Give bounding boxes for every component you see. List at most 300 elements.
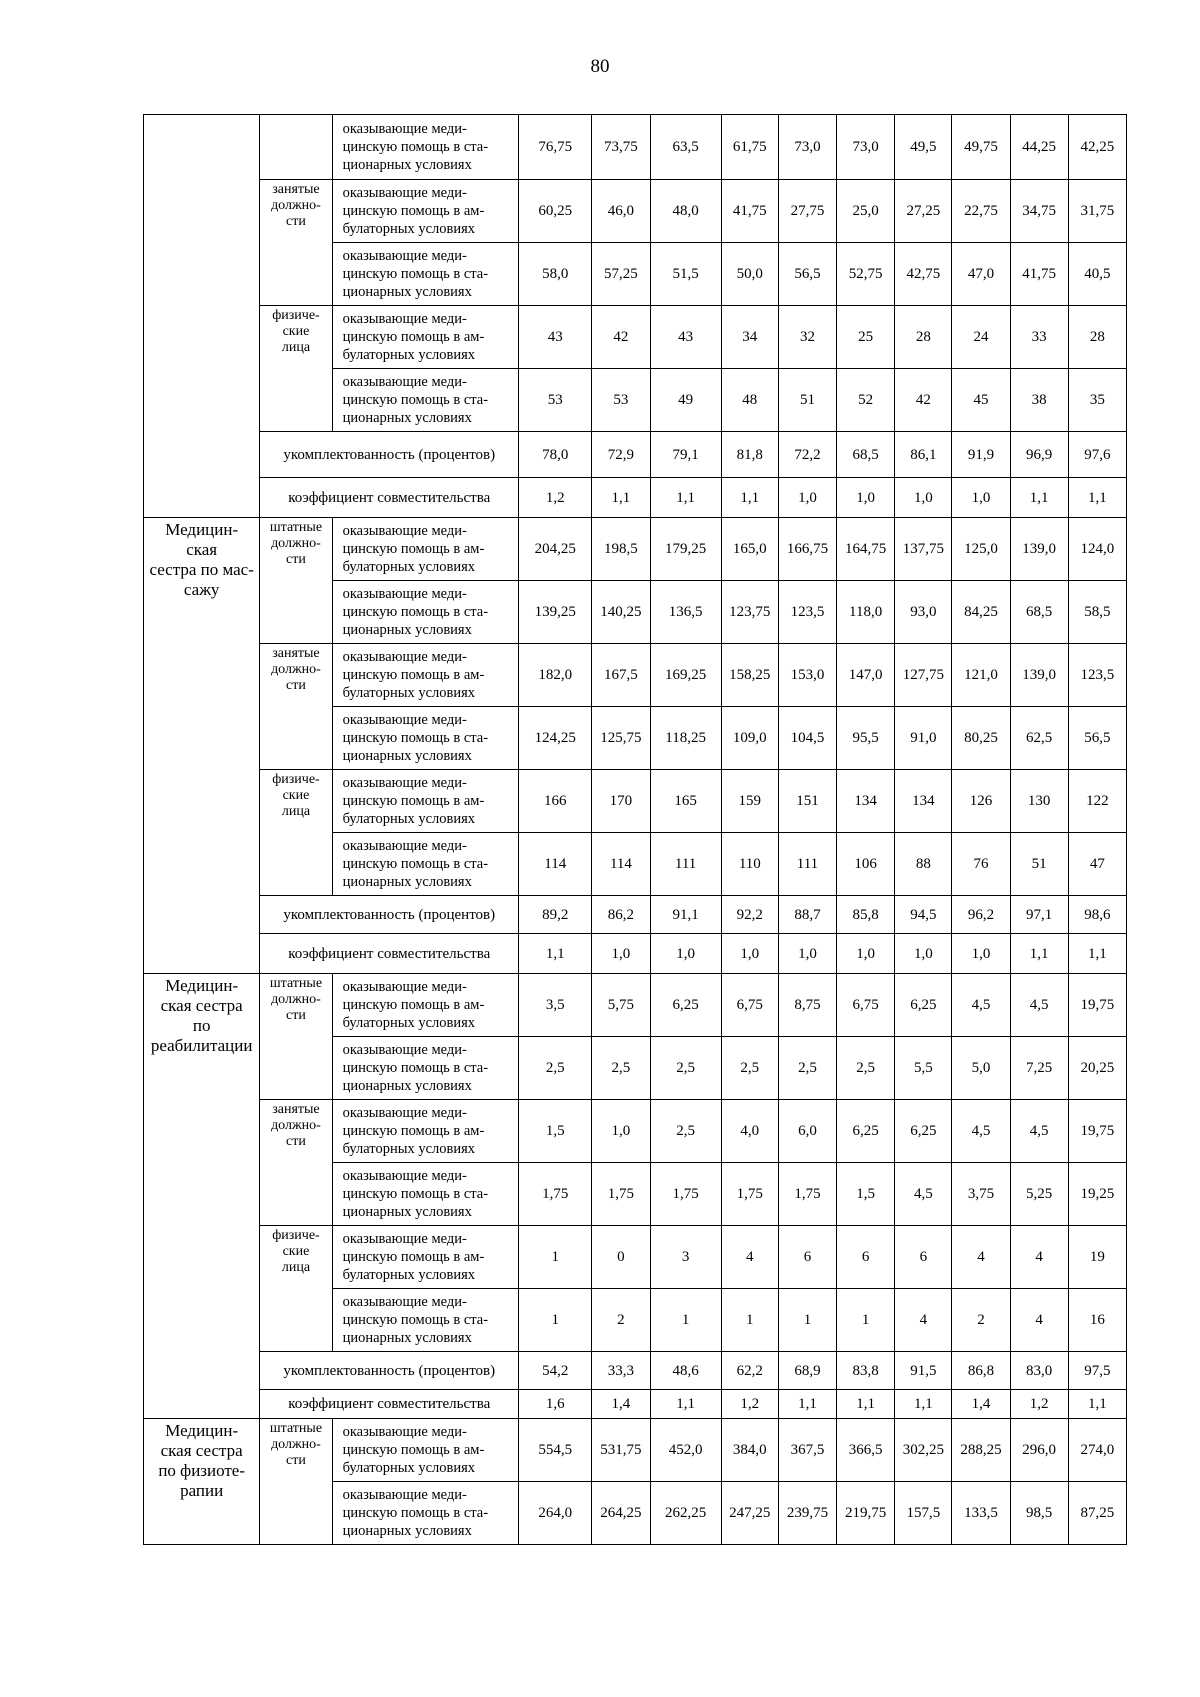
value-cell: 50,0 bbox=[721, 243, 778, 306]
count-type-cell: штатные должно- сти bbox=[260, 1419, 332, 1545]
value-cell: 302,25 bbox=[895, 1419, 952, 1482]
value-cell: 1,75 bbox=[650, 1163, 721, 1226]
condition-cell-ambulatory: оказывающие меди- цинскую помощь в ам- булаторных условиях bbox=[332, 1100, 519, 1163]
value-cell: 1,0 bbox=[837, 478, 895, 518]
value-cell: 1,0 bbox=[721, 934, 778, 974]
value-cell: 73,0 bbox=[778, 115, 836, 180]
value-cell: 4,5 bbox=[895, 1163, 952, 1226]
value-cell: 20,25 bbox=[1068, 1037, 1126, 1100]
value-cell: 81,8 bbox=[721, 432, 778, 478]
value-cell: 134 bbox=[837, 770, 895, 833]
staffing-level-label: укомплектованность (процентов) bbox=[260, 1352, 519, 1390]
value-cell: 1 bbox=[650, 1289, 721, 1352]
value-cell: 1,0 bbox=[837, 934, 895, 974]
value-cell: 5,0 bbox=[952, 1037, 1010, 1100]
value-cell: 5,25 bbox=[1010, 1163, 1068, 1226]
value-cell: 127,75 bbox=[895, 644, 952, 707]
value-cell: 58,0 bbox=[519, 243, 592, 306]
value-cell: 68,5 bbox=[1010, 581, 1068, 644]
position-cell-physiotherapy: Медицин- ская сестра по физиоте- рапии bbox=[144, 1419, 260, 1545]
value-cell: 1,75 bbox=[721, 1163, 778, 1226]
value-cell: 98,5 bbox=[1010, 1482, 1068, 1545]
value-cell: 1,0 bbox=[895, 478, 952, 518]
value-cell: 57,25 bbox=[592, 243, 650, 306]
value-cell: 140,25 bbox=[592, 581, 650, 644]
value-cell: 4 bbox=[952, 1226, 1010, 1289]
value-cell: 3 bbox=[650, 1226, 721, 1289]
value-cell: 1,1 bbox=[1068, 478, 1126, 518]
value-cell: 61,75 bbox=[721, 115, 778, 180]
condition-cell-stationary: оказывающие меди- цинскую помощь в ста- ционарных условиях bbox=[332, 243, 519, 306]
value-cell: 44,25 bbox=[1010, 115, 1068, 180]
value-cell: 1,1 bbox=[721, 478, 778, 518]
value-cell: 91,0 bbox=[895, 707, 952, 770]
value-cell: 166 bbox=[519, 770, 592, 833]
value-cell: 5,75 bbox=[592, 974, 650, 1037]
count-type-cell: физиче- ские лица bbox=[260, 1226, 332, 1352]
value-cell: 111 bbox=[650, 833, 721, 896]
value-cell: 5,5 bbox=[895, 1037, 952, 1100]
value-cell: 43 bbox=[650, 306, 721, 369]
value-cell: 38 bbox=[1010, 369, 1068, 432]
value-cell: 42 bbox=[895, 369, 952, 432]
value-cell: 1,2 bbox=[1010, 1390, 1068, 1419]
value-cell: 147,0 bbox=[837, 644, 895, 707]
value-cell: 34,75 bbox=[1010, 180, 1068, 243]
value-cell: 554,5 bbox=[519, 1419, 592, 1482]
table-row bbox=[144, 518, 1127, 581]
value-cell: 124,0 bbox=[1068, 518, 1126, 581]
value-cell: 52,75 bbox=[837, 243, 895, 306]
value-cell: 4,5 bbox=[952, 974, 1010, 1037]
condition-cell-stationary: оказывающие меди- цинскую помощь в ста- ционарных условиях bbox=[332, 1289, 519, 1352]
value-cell: 56,5 bbox=[1068, 707, 1126, 770]
count-type-cell: занятые должно- сти bbox=[260, 644, 332, 770]
value-cell: 97,5 bbox=[1068, 1352, 1126, 1390]
value-cell: 139,0 bbox=[1010, 518, 1068, 581]
value-cell: 86,1 bbox=[895, 432, 952, 478]
value-cell: 136,5 bbox=[650, 581, 721, 644]
value-cell: 169,25 bbox=[650, 644, 721, 707]
value-cell: 1,1 bbox=[1068, 1390, 1126, 1419]
value-cell: 42,25 bbox=[1068, 115, 1126, 180]
value-cell: 68,5 bbox=[837, 432, 895, 478]
value-cell: 34 bbox=[721, 306, 778, 369]
table-row bbox=[144, 1390, 1127, 1419]
value-cell: 114 bbox=[592, 833, 650, 896]
value-cell: 164,75 bbox=[837, 518, 895, 581]
table-row bbox=[144, 478, 1127, 518]
value-cell: 125,75 bbox=[592, 707, 650, 770]
value-cell: 288,25 bbox=[952, 1419, 1010, 1482]
value-cell: 24 bbox=[952, 306, 1010, 369]
value-cell: 2 bbox=[952, 1289, 1010, 1352]
value-cell: 179,25 bbox=[650, 518, 721, 581]
value-cell: 68,9 bbox=[778, 1352, 836, 1390]
value-cell: 85,8 bbox=[837, 896, 895, 934]
value-cell: 118,0 bbox=[837, 581, 895, 644]
value-cell: 4,5 bbox=[1010, 1100, 1068, 1163]
value-cell: 139,25 bbox=[519, 581, 592, 644]
value-cell: 76,75 bbox=[519, 115, 592, 180]
staffing-table bbox=[143, 114, 1127, 1545]
value-cell: 1,1 bbox=[778, 1390, 836, 1419]
value-cell: 19,75 bbox=[1068, 1100, 1126, 1163]
value-cell: 157,5 bbox=[895, 1482, 952, 1545]
value-cell: 4 bbox=[721, 1226, 778, 1289]
value-cell: 25 bbox=[837, 306, 895, 369]
value-cell: 167,5 bbox=[592, 644, 650, 707]
value-cell: 6 bbox=[837, 1226, 895, 1289]
value-cell: 98,6 bbox=[1068, 896, 1126, 934]
value-cell: 49 bbox=[650, 369, 721, 432]
value-cell: 122 bbox=[1068, 770, 1126, 833]
value-cell: 133,5 bbox=[952, 1482, 1010, 1545]
condition-cell-stationary: оказывающие меди- цинскую помощь в ста- ционарных условиях bbox=[332, 1037, 519, 1100]
value-cell: 33,3 bbox=[592, 1352, 650, 1390]
value-cell: 19,25 bbox=[1068, 1163, 1126, 1226]
value-cell: 19,75 bbox=[1068, 974, 1126, 1037]
value-cell: 51,5 bbox=[650, 243, 721, 306]
value-cell: 96,9 bbox=[1010, 432, 1068, 478]
count-type-cell: физиче- ские лица bbox=[260, 770, 332, 896]
value-cell: 63,5 bbox=[650, 115, 721, 180]
value-cell: 106 bbox=[837, 833, 895, 896]
value-cell: 73,75 bbox=[592, 115, 650, 180]
value-cell: 1 bbox=[519, 1289, 592, 1352]
value-cell: 33 bbox=[1010, 306, 1068, 369]
value-cell: 1,1 bbox=[1010, 478, 1068, 518]
value-cell: 204,25 bbox=[519, 518, 592, 581]
value-cell: 4,0 bbox=[721, 1100, 778, 1163]
value-cell: 27,75 bbox=[778, 180, 836, 243]
value-cell: 1,1 bbox=[592, 478, 650, 518]
value-cell: 123,5 bbox=[1068, 644, 1126, 707]
value-cell: 40,5 bbox=[1068, 243, 1126, 306]
condition-cell-ambulatory: оказывающие меди- цинскую помощь в ам- булаторных условиях bbox=[332, 974, 519, 1037]
value-cell: 4 bbox=[1010, 1226, 1068, 1289]
value-cell: 2 bbox=[592, 1289, 650, 1352]
condition-cell-stationary: оказывающие меди- цинскую помощь в ста- ционарных условиях bbox=[332, 1163, 519, 1226]
value-cell: 134 bbox=[895, 770, 952, 833]
value-cell: 58,5 bbox=[1068, 581, 1126, 644]
value-cell: 153,0 bbox=[778, 644, 836, 707]
value-cell: 1,0 bbox=[592, 934, 650, 974]
value-cell: 1,75 bbox=[778, 1163, 836, 1226]
combination-coefficient-label: коэффициент совместительства bbox=[260, 934, 519, 974]
value-cell: 91,5 bbox=[895, 1352, 952, 1390]
value-cell: 6,25 bbox=[895, 974, 952, 1037]
condition-cell-stationary: оказывающие меди- цинскую помощь в ста- ционарных условиях bbox=[332, 115, 519, 180]
value-cell: 1,75 bbox=[592, 1163, 650, 1226]
value-cell: 264,25 bbox=[592, 1482, 650, 1545]
value-cell: 16 bbox=[1068, 1289, 1126, 1352]
value-cell: 43 bbox=[519, 306, 592, 369]
value-cell: 54,2 bbox=[519, 1352, 592, 1390]
position-cell-massage: Медицин- ская сестра по мас- сажу bbox=[144, 518, 260, 974]
value-cell: 2,5 bbox=[650, 1037, 721, 1100]
count-type-cell: физиче- ские лица bbox=[260, 306, 332, 432]
value-cell: 2,5 bbox=[650, 1100, 721, 1163]
value-cell: 53 bbox=[592, 369, 650, 432]
value-cell: 91,1 bbox=[650, 896, 721, 934]
value-cell: 6,75 bbox=[837, 974, 895, 1037]
value-cell: 1 bbox=[721, 1289, 778, 1352]
value-cell: 1,2 bbox=[519, 478, 592, 518]
table-row bbox=[144, 180, 1127, 243]
value-cell: 1 bbox=[837, 1289, 895, 1352]
value-cell: 531,75 bbox=[592, 1419, 650, 1482]
value-cell: 118,25 bbox=[650, 707, 721, 770]
value-cell: 198,5 bbox=[592, 518, 650, 581]
value-cell: 1,0 bbox=[895, 934, 952, 974]
value-cell: 49,75 bbox=[952, 115, 1010, 180]
condition-cell-ambulatory: оказывающие меди- цинскую помощь в ам- булаторных условиях bbox=[332, 770, 519, 833]
value-cell: 452,0 bbox=[650, 1419, 721, 1482]
value-cell: 87,25 bbox=[1068, 1482, 1126, 1545]
value-cell: 1,1 bbox=[519, 934, 592, 974]
value-cell: 1,4 bbox=[952, 1390, 1010, 1419]
value-cell: 86,8 bbox=[952, 1352, 1010, 1390]
value-cell: 264,0 bbox=[519, 1482, 592, 1545]
value-cell: 76 bbox=[952, 833, 1010, 896]
value-cell: 296,0 bbox=[1010, 1419, 1068, 1482]
count-type-cell: штатные должно- сти bbox=[260, 974, 332, 1100]
value-cell: 27,25 bbox=[895, 180, 952, 243]
value-cell: 126 bbox=[952, 770, 1010, 833]
value-cell: 6,75 bbox=[721, 974, 778, 1037]
condition-cell-ambulatory: оказывающие меди- цинскую помощь в ам- булаторных условиях bbox=[332, 1419, 519, 1482]
value-cell: 6 bbox=[895, 1226, 952, 1289]
value-cell: 52 bbox=[837, 369, 895, 432]
table-row bbox=[144, 934, 1127, 974]
value-cell: 0 bbox=[592, 1226, 650, 1289]
value-cell: 6,25 bbox=[895, 1100, 952, 1163]
value-cell: 109,0 bbox=[721, 707, 778, 770]
value-cell: 182,0 bbox=[519, 644, 592, 707]
value-cell: 91,9 bbox=[952, 432, 1010, 478]
value-cell: 137,75 bbox=[895, 518, 952, 581]
position-cell-continued bbox=[144, 115, 260, 518]
condition-cell-stationary: оказывающие меди- цинскую помощь в ста- ционарных условиях bbox=[332, 1482, 519, 1545]
value-cell: 2,5 bbox=[721, 1037, 778, 1100]
value-cell: 84,25 bbox=[952, 581, 1010, 644]
value-cell: 47 bbox=[1068, 833, 1126, 896]
value-cell: 2,5 bbox=[837, 1037, 895, 1100]
condition-cell-ambulatory: оказывающие меди- цинскую помощь в ам- булаторных условиях bbox=[332, 644, 519, 707]
value-cell: 384,0 bbox=[721, 1419, 778, 1482]
value-cell: 219,75 bbox=[837, 1482, 895, 1545]
value-cell: 151 bbox=[778, 770, 836, 833]
value-cell: 262,25 bbox=[650, 1482, 721, 1545]
value-cell: 274,0 bbox=[1068, 1419, 1126, 1482]
table-row bbox=[144, 432, 1127, 478]
value-cell: 367,5 bbox=[778, 1419, 836, 1482]
value-cell: 8,75 bbox=[778, 974, 836, 1037]
value-cell: 22,75 bbox=[952, 180, 1010, 243]
value-cell: 4,5 bbox=[1010, 974, 1068, 1037]
value-cell: 125,0 bbox=[952, 518, 1010, 581]
table-row bbox=[144, 770, 1127, 833]
count-type-cell: штатные должно- сти bbox=[260, 518, 332, 644]
table-row bbox=[144, 974, 1127, 1037]
value-cell: 41,75 bbox=[721, 180, 778, 243]
condition-cell-stationary: оказывающие меди- цинскую помощь в ста- ционарных условиях bbox=[332, 581, 519, 644]
value-cell: 2,5 bbox=[592, 1037, 650, 1100]
table-row bbox=[144, 644, 1127, 707]
value-cell: 1,6 bbox=[519, 1390, 592, 1419]
value-cell: 1,75 bbox=[519, 1163, 592, 1226]
value-cell: 79,1 bbox=[650, 432, 721, 478]
condition-cell-ambulatory: оказывающие меди- цинскую помощь в ам- булаторных условиях bbox=[332, 1226, 519, 1289]
table-row bbox=[144, 1100, 1127, 1163]
condition-cell-stationary: оказывающие меди- цинскую помощь в ста- ционарных условиях bbox=[332, 833, 519, 896]
value-cell: 1,0 bbox=[778, 934, 836, 974]
value-cell: 56,5 bbox=[778, 243, 836, 306]
value-cell: 111 bbox=[778, 833, 836, 896]
table-row bbox=[144, 1226, 1127, 1289]
condition-cell-ambulatory: оказывающие меди- цинскую помощь в ам- булаторных условиях bbox=[332, 306, 519, 369]
value-cell: 31,75 bbox=[1068, 180, 1126, 243]
value-cell: 2,5 bbox=[778, 1037, 836, 1100]
value-cell: 1,1 bbox=[1068, 934, 1126, 974]
value-cell: 88,7 bbox=[778, 896, 836, 934]
count-type-cell: занятые должно- сти bbox=[260, 1100, 332, 1226]
value-cell: 89,2 bbox=[519, 896, 592, 934]
value-cell: 4 bbox=[895, 1289, 952, 1352]
value-cell: 166,75 bbox=[778, 518, 836, 581]
value-cell: 42 bbox=[592, 306, 650, 369]
value-cell: 3,75 bbox=[952, 1163, 1010, 1226]
value-cell: 6,0 bbox=[778, 1100, 836, 1163]
count-type-cell: занятые должно- сти bbox=[260, 180, 332, 306]
value-cell: 53 bbox=[519, 369, 592, 432]
value-cell: 48 bbox=[721, 369, 778, 432]
table-row bbox=[144, 1352, 1127, 1390]
value-cell: 62,2 bbox=[721, 1352, 778, 1390]
value-cell: 123,75 bbox=[721, 581, 778, 644]
value-cell: 1,2 bbox=[721, 1390, 778, 1419]
value-cell: 124,25 bbox=[519, 707, 592, 770]
value-cell: 72,9 bbox=[592, 432, 650, 478]
table-row bbox=[144, 115, 1127, 180]
value-cell: 80,25 bbox=[952, 707, 1010, 770]
condition-cell-stationary: оказывающие меди- цинскую помощь в ста- ционарных условиях bbox=[332, 707, 519, 770]
value-cell: 165 bbox=[650, 770, 721, 833]
value-cell: 73,0 bbox=[837, 115, 895, 180]
value-cell: 1 bbox=[519, 1226, 592, 1289]
value-cell: 6 bbox=[778, 1226, 836, 1289]
value-cell: 139,0 bbox=[1010, 644, 1068, 707]
value-cell: 49,5 bbox=[895, 115, 952, 180]
value-cell: 1,5 bbox=[519, 1100, 592, 1163]
value-cell: 51 bbox=[778, 369, 836, 432]
value-cell: 48,6 bbox=[650, 1352, 721, 1390]
value-cell: 121,0 bbox=[952, 644, 1010, 707]
value-cell: 1,0 bbox=[650, 934, 721, 974]
position-cell-rehabilitation: Медицин- ская сестра по реабилитации bbox=[144, 974, 260, 1419]
value-cell: 48,0 bbox=[650, 180, 721, 243]
count-type-cell bbox=[260, 115, 332, 180]
staffing-level-label: укомплектованность (процентов) bbox=[260, 432, 519, 478]
combination-coefficient-label: коэффициент совместительства bbox=[260, 478, 519, 518]
value-cell: 366,5 bbox=[837, 1419, 895, 1482]
value-cell: 4,5 bbox=[952, 1100, 1010, 1163]
value-cell: 86,2 bbox=[592, 896, 650, 934]
value-cell: 72,2 bbox=[778, 432, 836, 478]
table-row bbox=[144, 1419, 1127, 1482]
value-cell: 25,0 bbox=[837, 180, 895, 243]
value-cell: 42,75 bbox=[895, 243, 952, 306]
value-cell: 95,5 bbox=[837, 707, 895, 770]
value-cell: 6,25 bbox=[650, 974, 721, 1037]
value-cell: 51 bbox=[1010, 833, 1068, 896]
value-cell: 1,1 bbox=[650, 1390, 721, 1419]
value-cell: 45 bbox=[952, 369, 1010, 432]
condition-cell-stationary: оказывающие меди- цинскую помощь в ста- ционарных условиях bbox=[332, 369, 519, 432]
value-cell: 1,4 bbox=[592, 1390, 650, 1419]
value-cell: 94,5 bbox=[895, 896, 952, 934]
value-cell: 1,1 bbox=[1010, 934, 1068, 974]
value-cell: 32 bbox=[778, 306, 836, 369]
value-cell: 2,5 bbox=[519, 1037, 592, 1100]
value-cell: 97,6 bbox=[1068, 432, 1126, 478]
value-cell: 1,1 bbox=[895, 1390, 952, 1419]
value-cell: 104,5 bbox=[778, 707, 836, 770]
condition-cell-ambulatory: оказывающие меди- цинскую помощь в ам- булаторных условиях bbox=[332, 518, 519, 581]
value-cell: 28 bbox=[895, 306, 952, 369]
value-cell: 83,8 bbox=[837, 1352, 895, 1390]
value-cell: 60,25 bbox=[519, 180, 592, 243]
value-cell: 1,0 bbox=[778, 478, 836, 518]
value-cell: 247,25 bbox=[721, 1482, 778, 1545]
value-cell: 88 bbox=[895, 833, 952, 896]
value-cell: 1,0 bbox=[952, 934, 1010, 974]
page-number: 80 bbox=[590, 56, 610, 77]
value-cell: 1,1 bbox=[837, 1390, 895, 1419]
value-cell: 130 bbox=[1010, 770, 1068, 833]
value-cell: 93,0 bbox=[895, 581, 952, 644]
value-cell: 3,5 bbox=[519, 974, 592, 1037]
value-cell: 62,5 bbox=[1010, 707, 1068, 770]
value-cell: 239,75 bbox=[778, 1482, 836, 1545]
value-cell: 78,0 bbox=[519, 432, 592, 478]
value-cell: 4 bbox=[1010, 1289, 1068, 1352]
value-cell: 159 bbox=[721, 770, 778, 833]
value-cell: 123,5 bbox=[778, 581, 836, 644]
value-cell: 47,0 bbox=[952, 243, 1010, 306]
value-cell: 92,2 bbox=[721, 896, 778, 934]
value-cell: 35 bbox=[1068, 369, 1126, 432]
value-cell: 97,1 bbox=[1010, 896, 1068, 934]
value-cell: 110 bbox=[721, 833, 778, 896]
value-cell: 165,0 bbox=[721, 518, 778, 581]
staffing-level-label: укомплектованность (процентов) bbox=[260, 896, 519, 934]
condition-cell-ambulatory: оказывающие меди- цинскую помощь в ам- булаторных условиях bbox=[332, 180, 519, 243]
combination-coefficient-label: коэффициент совместительства bbox=[260, 1390, 519, 1419]
value-cell: 158,25 bbox=[721, 644, 778, 707]
value-cell: 1,5 bbox=[837, 1163, 895, 1226]
value-cell: 19 bbox=[1068, 1226, 1126, 1289]
value-cell: 6,25 bbox=[837, 1100, 895, 1163]
value-cell: 170 bbox=[592, 770, 650, 833]
value-cell: 41,75 bbox=[1010, 243, 1068, 306]
value-cell: 96,2 bbox=[952, 896, 1010, 934]
value-cell: 1,0 bbox=[952, 478, 1010, 518]
value-cell: 1,1 bbox=[650, 478, 721, 518]
value-cell: 1,0 bbox=[592, 1100, 650, 1163]
value-cell: 114 bbox=[519, 833, 592, 896]
